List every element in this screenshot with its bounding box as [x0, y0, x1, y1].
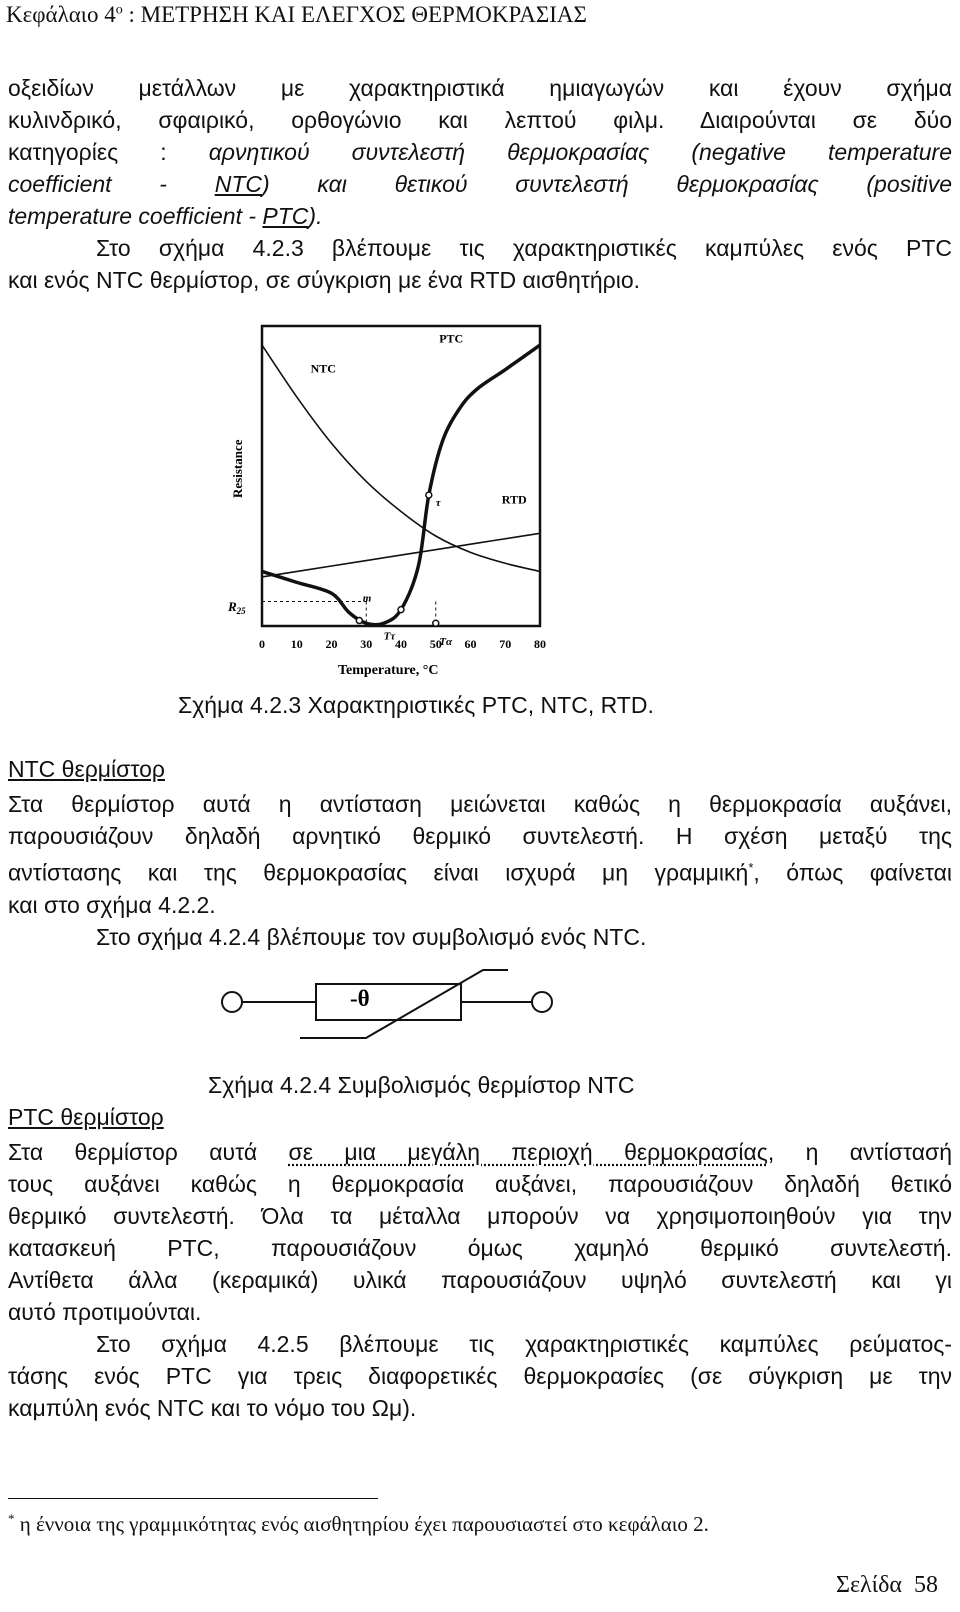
ptc-line-1a: Στα θερμίστορ αυτά	[8, 1139, 289, 1165]
series-label-rtd: RTD	[501, 492, 527, 507]
ptc-ntc-rtd-chart	[222, 318, 562, 690]
ntc-line-3	[8, 852, 952, 889]
x-tick-50: 50	[429, 637, 442, 651]
ntc-symbol-diagram	[210, 962, 570, 1040]
marker-t-alpha	[433, 620, 439, 626]
footnote-ref: *	[748, 860, 754, 875]
chart-frame	[262, 326, 540, 626]
ntc-paragraph	[8, 788, 952, 953]
ntc-line-3a: αντίστασης και της θερμοκρασίας είναι ισχυρά μη γραμμική	[8, 859, 749, 886]
ptc-abbrev: PTC	[262, 203, 309, 229]
intro-line-3b: αρνητικού συντελεστή θερμοκρασίας (negative temperature	[208, 139, 952, 165]
ptc-heading: PTC θερμίστορ	[8, 1104, 164, 1130]
ntc-heading: NTC θερμίστορ	[8, 756, 165, 782]
ptc-paragraph	[8, 1136, 952, 1424]
x-tick-30: 30	[360, 637, 373, 651]
x-tick-80: 80	[534, 637, 546, 651]
intro-paragraph	[8, 72, 952, 296]
intro-line-4	[8, 168, 952, 200]
annotation-3: Tα	[439, 636, 453, 649]
symbol-theta-label: -θ	[350, 986, 370, 1011]
ptc-line-7: Στο σχήμα 4.2.5 βλέπουμε τις χαρακτηριστικές καμπύλες ρεύματος-	[96, 1331, 952, 1357]
y-axis-label: Resistance	[230, 439, 245, 498]
intro-line-4c: ) και	[261, 171, 395, 197]
ntc-line-5: Στο σχήμα 4.2.4 βλέπουμε τον συμβολισμό ενός NTC.	[96, 923, 647, 950]
intro-line-3	[8, 136, 952, 168]
x-tick-20: 20	[325, 637, 338, 651]
x-tick-labels	[259, 637, 546, 651]
page-label: Σελίδα	[835, 1572, 902, 1598]
figure-423-caption: Σχήμα 4.2.3 Χαρακτηριστικές PTC, NTC, RTD.	[178, 692, 654, 718]
marker-t-tau	[398, 607, 404, 613]
header-title: : ΜΕΤΡΗΣΗ ΚΑΙ ΕΛΕΓΧΟΣ ΘΕΡΜΟΚΡΑΣΙΑΣ	[122, 2, 587, 27]
right-terminal	[532, 992, 552, 1012]
x-tick-40: 40	[395, 637, 407, 651]
ptc-highlight-range: σε μια μεγάλη περιοχή θερμοκρασίας	[288, 1139, 768, 1165]
marker-tau	[426, 492, 432, 498]
ntc-curve	[262, 345, 540, 571]
page-number-value: 58	[914, 1572, 938, 1598]
ptc-line-1c: , η αντίστασή	[767, 1139, 952, 1165]
ptc-line-6: αυτό προτιμούνται.	[8, 1299, 202, 1325]
ptc-line-8: τάσης ενός PTC για τρεις διαφορετικές θερμοκρασίες (σε σύγκριση με την	[8, 1363, 952, 1389]
footnote-text: η έννοια της γραμμικότητας ενός αισθητηρίου έχει παρουσιαστεί στο κεφάλαιο 2.	[14, 1512, 709, 1536]
intro-line-4d: θετικού συντελεστή θερμοκρασίας (positive	[394, 171, 953, 197]
resistor-body	[316, 984, 461, 1020]
annotation-1: τ	[435, 497, 441, 509]
x-tick-0: 0	[259, 637, 265, 651]
ptc-line-5: Αντίθετα άλλα (κεραμικά) υλικά παρουσιάζουν υψηλό συντελεστή και γι	[8, 1267, 952, 1293]
ntc-line-4: και στο σχήμα 4.2.2.	[8, 891, 216, 918]
intro-line-6: Στο σχήμα 4.2.3 βλέπουμε τις χαρακτηριστικές καμπύλες ενός PTC	[96, 235, 952, 261]
footnote-separator	[8, 1498, 378, 1499]
intro-line-3a: κατηγορίες :	[8, 139, 209, 165]
header-sup: ο	[115, 2, 123, 18]
x-axis-label: Temperature, °C	[338, 663, 439, 678]
series-label-ntc: NTC	[310, 361, 336, 376]
x-tick-60: 60	[464, 637, 477, 651]
ntc-line-2: παρουσιάζουν δηλαδή αρνητικό θερμικό συντελεστή. Η σχέση μεταξύ της	[8, 823, 952, 849]
intro-line-4a: coefficient -	[8, 171, 215, 197]
x-tick-70: 70	[499, 637, 512, 651]
intro-line-1: οξειδίων μετάλλων με χαρακτηριστικά ημιαγωγών και έχουν σχήμα	[8, 75, 952, 101]
page-number	[836, 1572, 938, 1599]
header-prefix: Κεφάλαιο 4	[6, 2, 116, 27]
intro-line-5c: ).	[308, 203, 323, 229]
rtd-curve	[262, 533, 540, 577]
footnote	[8, 1511, 709, 1537]
ntc-line-3b: , όπως φαίνεται	[753, 859, 952, 886]
marker-m	[356, 618, 362, 624]
page-header	[6, 2, 587, 28]
ptc-line-3: θερμικό συντελεστή. Όλα τα μέταλλα μπορούν να χρησιμοποιηθούν για την	[8, 1203, 952, 1229]
figure-424-caption: Σχήμα 4.2.4 Συμβολισμός θερμίστορ NTC	[208, 1072, 635, 1098]
ptc-line-4: κατασκευή PTC, παρουσιάζουν όμως χαμηλό θερμικό συντελεστή.	[8, 1235, 952, 1261]
intro-line-5a: temperature coefficient -	[8, 203, 263, 229]
ntc-line-1: Στα θερμίστορ αυτά η αντίσταση μειώνεται καθώς η θερμοκρασία αυξάνει,	[8, 791, 952, 817]
footnote-mark: *	[8, 1511, 15, 1526]
ptc-line-1	[8, 1136, 952, 1168]
annotation-2: Tτ	[383, 630, 396, 643]
intro-line-5	[8, 200, 952, 232]
left-terminal	[222, 992, 242, 1012]
series-label-ptc: PTC	[439, 331, 464, 346]
ntc-abbrev: NTC	[214, 171, 262, 197]
ptc-line-9: καμπύλη ενός NTC και το νόμο του Ωμ).	[8, 1395, 417, 1421]
r25-label: $R_{25}$	[228, 599, 246, 616]
annotation-0: m	[362, 592, 372, 605]
intro-line-2: κυλινδρικό, σφαιρικό, ορθογώνιο και λεπτού φιλμ. Διαιρούνται σε δύο	[8, 107, 952, 133]
intro-line-7: και ενός NTC θερμίστορ, σε σύγκριση με ένα RTD αισθητήριο.	[8, 267, 640, 293]
ptc-curve	[262, 345, 540, 625]
x-tick-10: 10	[290, 637, 303, 651]
ptc-line-2: τους αυξάνει καθώς η θερμοκρασία αυξάνει, παρουσιάζουν δηλαδή θετικό	[8, 1171, 952, 1197]
